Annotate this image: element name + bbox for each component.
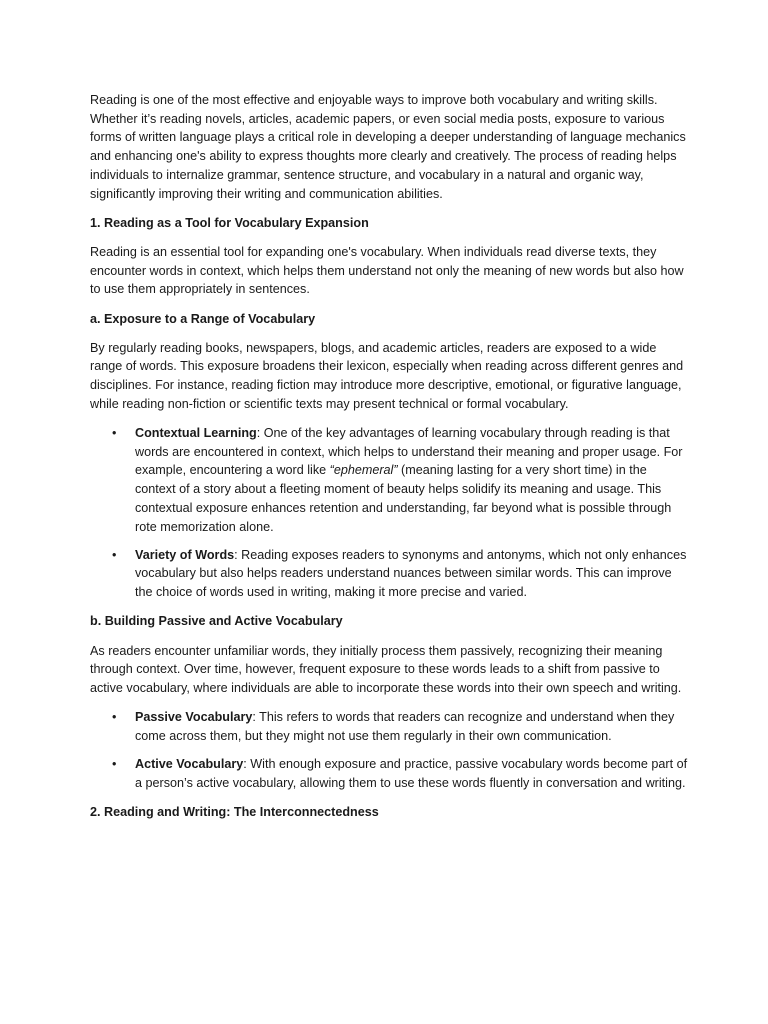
list-item-variety-of-words — [90, 546, 690, 602]
bullet-text: : One of the key advantages of learning vocabulary through reading is that words are encountered in context, which helps to understand their meaning and proper usage. For example, encountering a word like — [135, 426, 683, 478]
bullet-text: : This refers to words that readers can recognize and understand when they come across them, but they might not use them regularly in their own communication. — [135, 710, 675, 743]
bullet-text: : Reading exposes readers to synonyms and antonyms, which not only enhances vocabulary but also helps readers understand nuances between similar words. This can improve the choice of words used in writing, making it more precise and varied. — [135, 547, 687, 600]
bullet-text: : With enough exposure and practice, passive vocabulary words become part of a person’s active vocabulary, allowing them to use these words fluently in conversation and writing. — [135, 757, 688, 790]
section-1-heading: 1. Reading as a Tool for Vocabulary Expansion — [90, 215, 369, 230]
list-item-passive-vocabulary — [90, 708, 690, 745]
bullet-text-continued: (meaning lasting for a very short time) in the context of a story about a fleeting moment of beauty helps solidify its meaning and usage. This contextual exposure enhances retention and understanding, far beyond what is possible through rote memorization alone. — [135, 463, 672, 534]
bullet-term: Contextual Learning — [135, 426, 257, 441]
bullet-term: Variety of Words — [135, 547, 235, 562]
bullet-term: Passive Vocabulary — [135, 710, 253, 725]
bullet-italic-word: “ephemeral” — [329, 463, 398, 478]
bullet-icon: • — [112, 757, 117, 772]
section-2-heading: 2. Reading and Writing: The Interconnectedness — [90, 805, 379, 819]
bullet-icon: • — [112, 547, 117, 562]
section-b-heading: b. Building Passive and Active Vocabulary — [90, 614, 343, 629]
section-b-bullet-list — [90, 708, 690, 792]
intro-paragraph: Reading is one of the most effective and enjoyable ways to improve both vocabulary and writing skills. Whether it’s reading novels, articles, academic papers, or even social media posts, exposure to various forms of written language plays a critical role in developing a deeper understanding of language mechanics and enhancing one's ability to express thoughts more clearly and creatively. The process of reading helps individuals to internalize grammar, sentence structure, and vocabulary in a natural and organic way, significantly improving their writing and communication abilities. — [90, 93, 686, 201]
section-1-paragraph: Reading is an essential tool for expanding one's vocabulary. When individuals read diverse texts, they encounter words in context, which helps them understand not only the meaning of new words but also how to use them appropriately in sentences. — [90, 244, 684, 297]
bullet-term: Active Vocabulary — [135, 757, 244, 772]
document-page — [90, 91, 690, 832]
section-a-paragraph: By regularly reading books, newspapers, blogs, and academic articles, readers are exposed to a wide range of words. This exposure broadens their lexicon, especially when reading across different genres and disciplines. For instance, reading fiction may introduce more descriptive, emotional, or figurative language, while reading non-fiction or scientific texts may present technical or formal vocabulary. — [90, 340, 684, 411]
bullet-icon: • — [112, 710, 117, 725]
bullet-icon: • — [112, 426, 117, 441]
section-a-heading: a. Exposure to a Range of Vocabulary — [90, 311, 316, 326]
list-item-active-vocabulary — [90, 755, 690, 792]
section-a-bullet-list — [90, 424, 690, 602]
section-b-paragraph: As readers encounter unfamiliar words, they initially process them passively, recognizing their meaning through context. Over time, however, frequent exposure to these words leads to a shift from passive to active vocabulary, where individuals are able to incorporate these words into their own speech and writing. — [90, 643, 682, 695]
list-item-contextual-learning — [90, 424, 690, 536]
